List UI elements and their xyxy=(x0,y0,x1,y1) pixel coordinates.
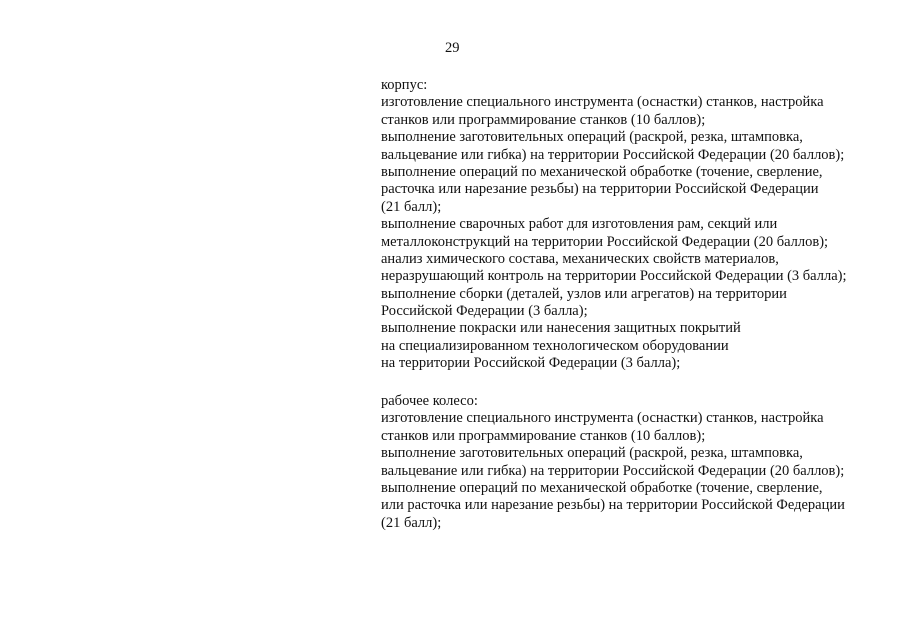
text-line: выполнение операций по механической обработке (точение, сверление, xyxy=(381,163,823,180)
text-line: изготовление специального инструмента (оснастки) станков, настройка xyxy=(381,94,824,111)
text-line: анализ химического состава, механических свойств материалов, xyxy=(381,250,779,267)
text-line: станков или программирование станков (10 баллов); xyxy=(381,427,706,444)
text-line: (21 балл); xyxy=(381,514,442,531)
text-line: на специализированном технологическом оборудовании xyxy=(381,337,729,354)
page-number: 29 xyxy=(445,40,460,56)
text-line: выполнение заготовительных операций (раскрой, резка, штамповка, xyxy=(381,445,803,462)
text-line: или расточка или нарезание резьбы) на территории Российской Федерации xyxy=(381,497,845,514)
text-line: вальцевание или гибка) на территории Российской Федерации (20 баллов); xyxy=(381,462,845,479)
text-line: на территории Российской Федерации (3 балла); xyxy=(381,355,681,372)
text-line: неразрушающий контроль на территории Российской Федерации (3 балла); xyxy=(381,268,847,285)
section-rabochee-koleso xyxy=(381,393,845,532)
text-line: расточка или нарезание резьбы) на территории Российской Федерации xyxy=(381,181,819,198)
text-line: изготовление специального инструмента (оснастки) станков, настройка xyxy=(381,410,824,427)
section-korpus xyxy=(381,77,847,373)
text-line: выполнение заготовительных операций (раскрой, резка, штамповка, xyxy=(381,129,803,146)
text-line: (21 балл); xyxy=(381,198,442,215)
text-line: выполнение покраски или нанесения защитных покрытий xyxy=(381,320,741,337)
text-line: металлоконструкций на территории Российской Федерации (20 баллов); xyxy=(381,233,829,250)
text-line: выполнение операций по механической обработке (точение, сверление, xyxy=(381,479,823,496)
text-line: Российской Федерации (3 балла); xyxy=(381,303,588,320)
text-line: вальцевание или гибка) на территории Российской Федерации (20 баллов); xyxy=(381,146,845,163)
text-line: станков или программирование станков (10 баллов); xyxy=(381,111,706,128)
text-line: выполнение сварочных работ для изготовления рам, секций или xyxy=(381,216,778,233)
section-heading: рабочее колесо: xyxy=(381,393,478,409)
text-line: выполнение сборки (деталей, узлов или агрегатов) на территории xyxy=(381,285,787,302)
section-heading: корпус: xyxy=(381,77,428,93)
